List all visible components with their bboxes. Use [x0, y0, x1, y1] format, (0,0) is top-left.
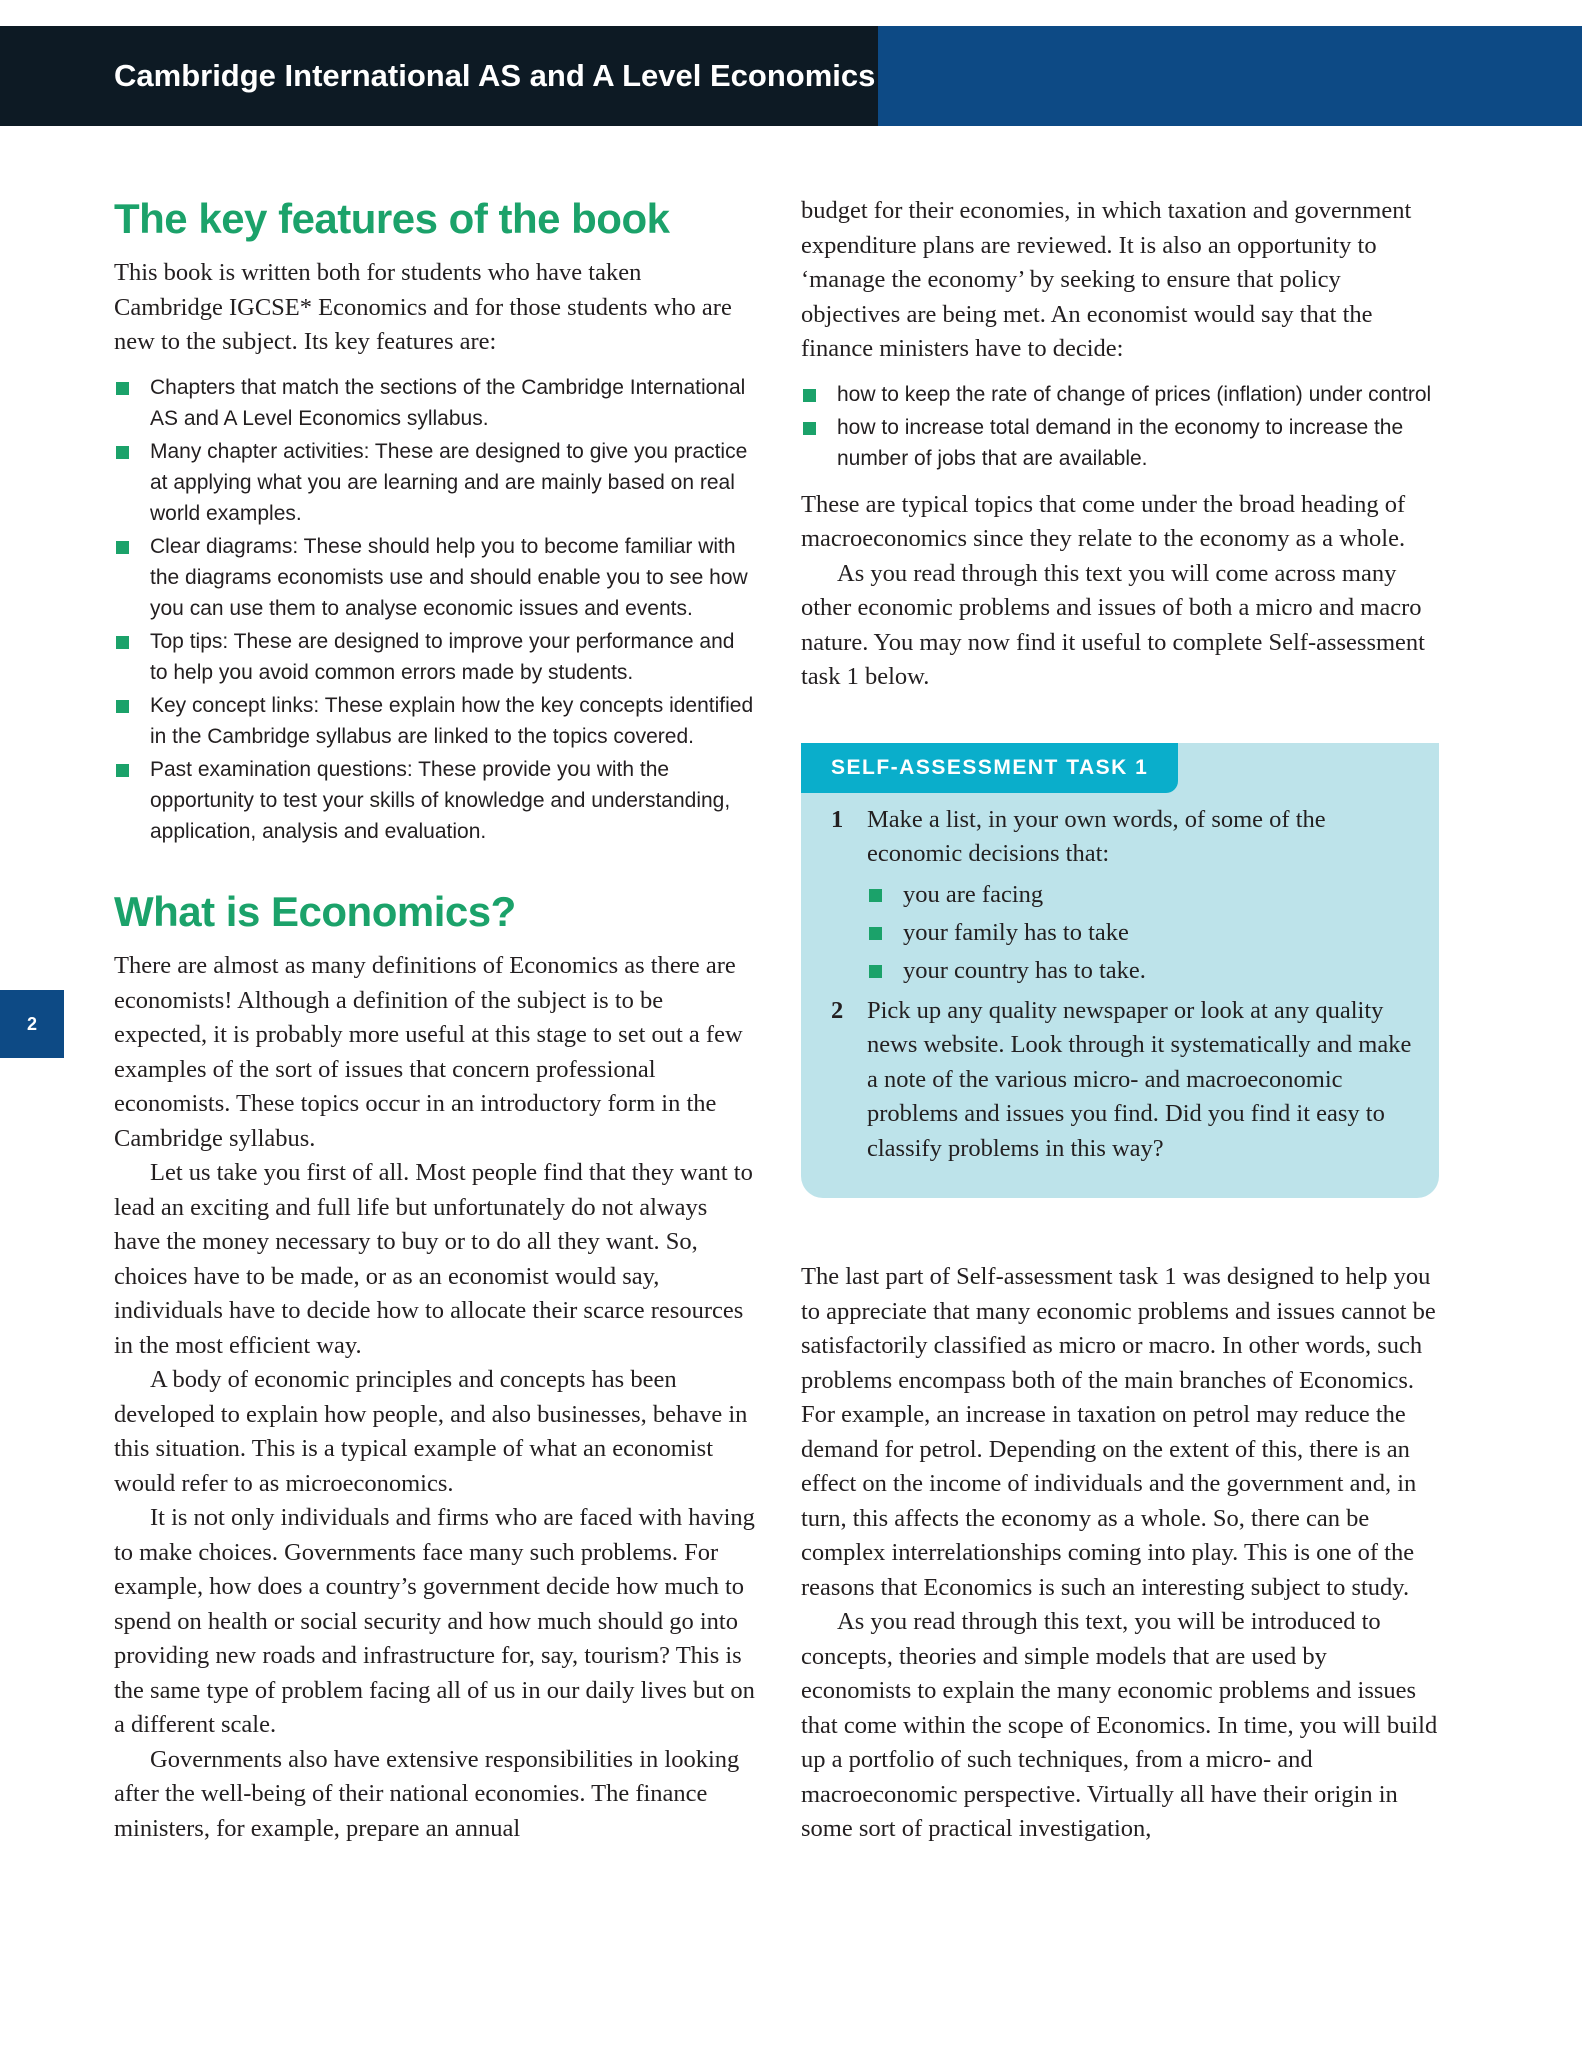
- list-item: you are facing: [867, 876, 1415, 914]
- body-paragraph: There are almost as many definitions of Economics as there are economists! Although a definition of the subject is to be expected, it is probably more useful at this stage to set out a few examples of the sort of issues that concern professional economists. These topics occur in an introductory form in the Cambridge syllabus.: [114, 952, 743, 1152]
- intro-paragraph: This book is written both for students who have taken Cambridge IGCSE* Economics and for those students who are new to the subject. Its key features are:: [114, 259, 732, 356]
- header-title-panel: [0, 26, 878, 126]
- header-bar: [0, 26, 1582, 126]
- task-item: [825, 994, 1415, 1167]
- body-paragraph: Let us take you first of all. Most people find that they want to lead an exciting and full life but unfortunately do not always have the money necessary to buy or to do all they want. So, choices have to be made, or as an economist would say, individuals have to decide how to allocate their scarce resources in the most efficient way.: [114, 1159, 753, 1359]
- square-bullet-icon: [869, 965, 882, 978]
- task-text: Make a list, in your own words, of some of the economic decisions that:: [867, 805, 1326, 867]
- list-item: Many chapter activities: These are designed to give you practice at applying what you are learning and are mainly based on real world examples.: [114, 436, 756, 529]
- square-bullet-icon: [116, 764, 129, 777]
- task-text: Pick up any quality newspaper or look at any quality news website. Look through it systematically and make a note of the various micro- and macroeconomic problems and issues you find. Did you find it easy to classify problems in this way?: [867, 996, 1412, 1162]
- right-column: [801, 194, 1439, 1847]
- square-bullet-icon: [803, 389, 816, 402]
- body-paragraph: Governments also have extensive responsibilities in looking after the well-being of their national economies. The finance ministers, for example, prepare an annual: [114, 1745, 740, 1842]
- square-bullet-icon: [869, 927, 882, 940]
- body-paragraph: A body of economic principles and concepts has been developed to explain how people, and also businesses, behave in this situation. This is a typical example of what an economist would refer to as microeconomics.: [114, 1366, 748, 1497]
- heading-what-is-economics: What is Economics?: [114, 887, 516, 935]
- body-paragraph: These are typical topics that come under the broad heading of macroeconomics since they relate to the economy as a whole.: [801, 490, 1406, 552]
- list-item: Chapters that match the sections of the Cambridge International AS and A Level Economics syllabus.: [114, 372, 756, 434]
- page-number-tab: 2: [0, 990, 64, 1058]
- body-paragraph: As you read through this text, you will be introduced to concepts, theories and simple models that are used by economists to explain the many economic problems and issues that come within the scope of Economics. In time, you will build up a portfolio of such techniques, from a micro- and macroeconomic perspective. Virtually all have their origin in some sort of practical investigation,: [801, 1608, 1438, 1842]
- body-paragraph: The last part of Self-assessment task 1 was designed to help you to appreciate that many economic problems and issues cannot be satisfactorily classified as micro or macro. In other words, such problems encompass both of the main branches of Economics. For example, an increase in taxation on petrol may reduce the demand for petrol. Depending on the extent of this, there is an effect on the income of individuals and the government and, in turn, this affects the economy as a whole. So, there can be complex interrelationships coming into play. This is one of the reasons that Economics is such an interesting subject to study.: [801, 1263, 1436, 1601]
- list-item: Past examination questions: These provide you with the opportunity to test your skills of knowledge and understanding, application, analysis and evaluation.: [114, 754, 756, 847]
- square-bullet-icon: [869, 889, 882, 902]
- square-bullet-icon: [116, 382, 129, 395]
- task-item: [825, 803, 1415, 990]
- list-item: Clear diagrams: These should help you to become familiar with the diagrams economists use and should enable you to see how you can use them to analyse economic issues and events.: [114, 531, 756, 624]
- body-paragraph: It is not only individuals and firms who are faced with having to make choices. Governments face many such problems. For example, how does a country’s government decide how much to spend on health or social security and how much should go into providing new roads and infrastructure for, say, tourism? This is the same type of problem facing all of us in our daily lives but on a different scale.: [114, 1504, 755, 1739]
- square-bullet-icon: [803, 422, 816, 435]
- running-header-title: Cambridge International AS and A Level Economics: [114, 58, 876, 93]
- square-bullet-icon: [116, 636, 129, 649]
- square-bullet-icon: [116, 700, 129, 713]
- list-item: Key concept links: These explain how the key concepts identified in the Cambridge syllabus are linked to the topics covered.: [114, 690, 756, 752]
- features-list: [114, 372, 756, 847]
- task-number: 1: [831, 805, 844, 833]
- task-label: SELF-ASSESSMENT TASK 1: [801, 743, 1178, 793]
- list-item: how to keep the rate of change of prices (inflation) under control: [801, 379, 1439, 410]
- decisions-list: [801, 379, 1439, 474]
- body-paragraph: As you read through this text you will come across many other economic problems and issues of both a micro and macro nature. You may now find it useful to complete Self-assessment task 1 below.: [801, 559, 1425, 690]
- task-sublist: [867, 876, 1415, 990]
- body-paragraph: budget for their economies, in which taxation and government expenditure plans are reviewed. It is also an opportunity to ‘manage the economy’ by seeking to ensure that policy objectives are being met. An economist would say that the finance ministers have to decide:: [801, 197, 1412, 362]
- left-column: [114, 194, 756, 1846]
- task-number: 2: [831, 996, 844, 1024]
- self-assessment-task-box: [801, 743, 1439, 1199]
- list-item: Top tips: These are designed to improve your performance and to help you avoid common errors made by students.: [114, 626, 756, 688]
- task-list: [825, 803, 1415, 1167]
- square-bullet-icon: [116, 541, 129, 554]
- square-bullet-icon: [116, 446, 129, 459]
- list-item: your country has to take.: [867, 952, 1415, 990]
- list-item: your family has to take: [867, 914, 1415, 952]
- list-item: how to increase total demand in the economy to increase the number of jobs that are available.: [801, 412, 1439, 474]
- heading-key-features: The key features of the book: [114, 195, 670, 242]
